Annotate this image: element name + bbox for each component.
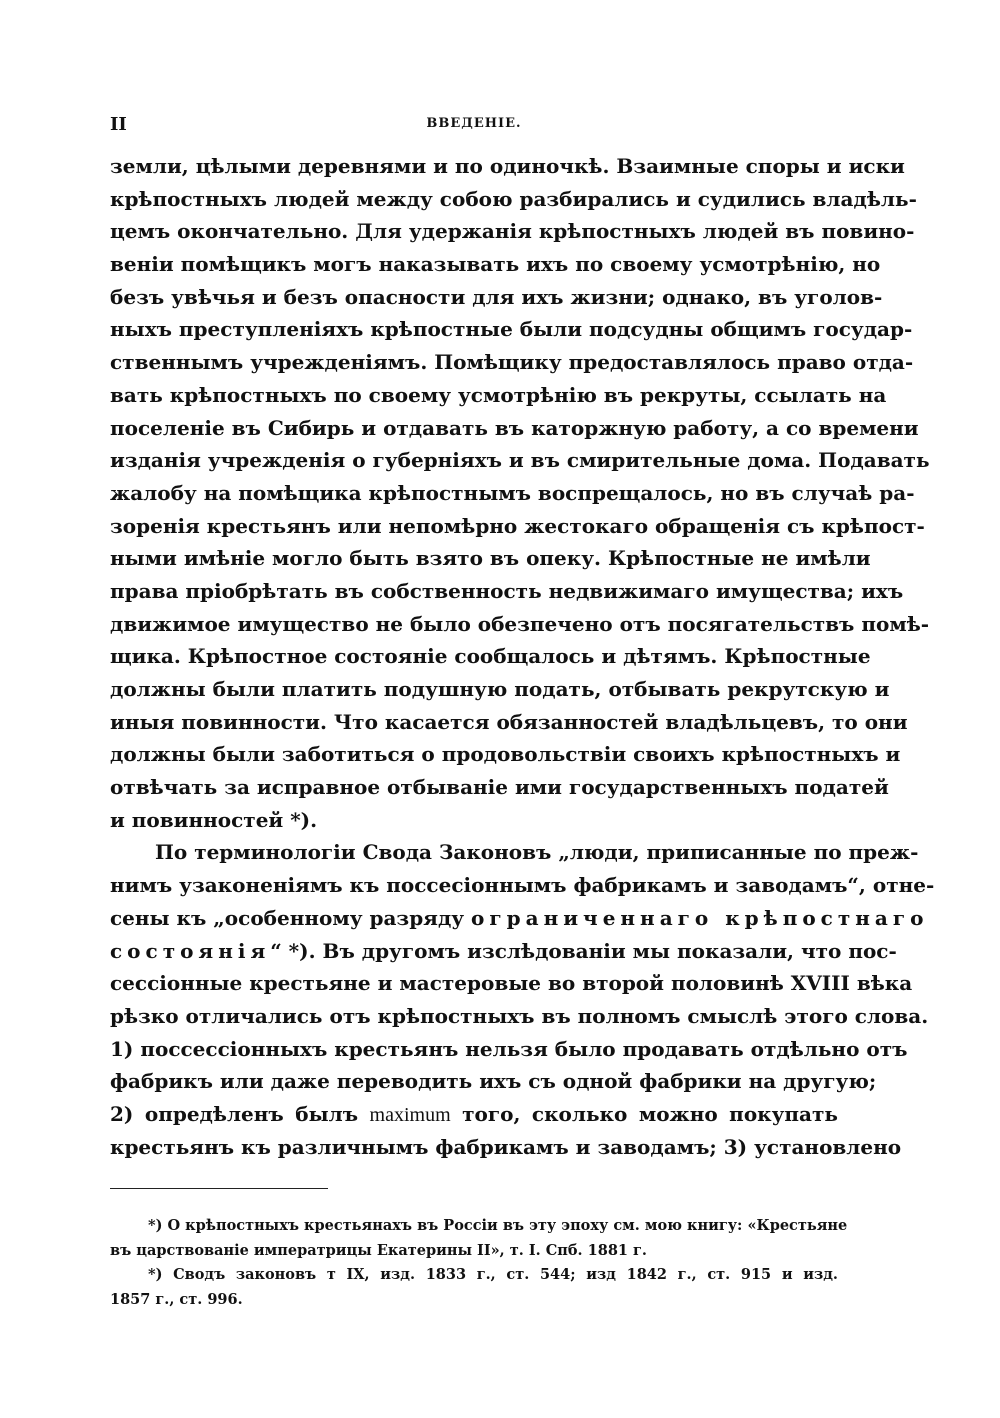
page-number: II (110, 114, 127, 135)
paragraph-2 (110, 836, 935, 1163)
text-line: земли, цѣлыми деревнями и по одиночкѣ. Взаимные споры и иски (110, 154, 905, 178)
text-line: ныхъ преступленiяхъ крѣпостные были подсудны общимъ государ- (110, 317, 913, 342)
footnote-2-line: *) Сводъ законовъ т IX, изд. 1833 г., ст. 544; изд 1842 г., ст. 915 и изд. (148, 1266, 838, 1283)
text-line: движимое имущество не было обезпечено отъ посягательствъ помѣ- (110, 611, 930, 636)
text-line: рѣзко отличались отъ крѣпостныхъ въ полномъ смыслѣ этого слова. (110, 1003, 929, 1028)
spaced-emphasis: ограниченнаго крѣпостнаго (471, 905, 929, 930)
text-segment: того, сколько можно покупать (450, 1101, 838, 1126)
footnote-1-line: *) О крѣпостныхъ крестьянахъ въ Россiи въ эту эпоху см. мою книгу: «Крестьяне (148, 1217, 848, 1234)
text-line (110, 935, 897, 968)
text-line: крестьянъ къ различнымъ фабрикамъ и заводамъ; 3) установлено (110, 1134, 902, 1159)
body-text (110, 150, 935, 1163)
text-line: ными имѣнiе могло быть взято въ опеку. Крѣпостные не имѣли (110, 546, 871, 571)
text-segment: сены къ „особенному разряду (110, 905, 472, 930)
text-line: ственнымъ учрежденiямъ. Помѣщику предоставлялось право отда- (110, 350, 914, 375)
text-line: 1) поссессiонныхъ крестьянъ нельзя было продавать отдѣльно отъ (110, 1036, 908, 1061)
text-line: отвѣчать за исправное отбыванiе ими государственныхъ податей (110, 775, 889, 800)
text-line: зоренiя крестьянъ или непомѣрно жестокаго обращенiя съ крѣпост- (110, 513, 925, 538)
page-header (110, 114, 838, 138)
footnotes (110, 1214, 848, 1312)
paragraph-1 (110, 150, 930, 836)
text-line: иныя повинности. Что касается обязанностей владѣльцевъ, то они (110, 709, 908, 734)
footnote-divider (110, 1188, 328, 1189)
text-line: крѣпостныхъ людей между собою разбирались и судились владѣль- (110, 186, 917, 211)
text-line: должны были платить подушную подать, отбывать рекрутскую и (110, 677, 890, 701)
text-line (110, 902, 929, 935)
text-line: По терминологiи Свода Законовъ „люди, приписанные по преж- (155, 840, 919, 865)
text-line: нимъ узаконенiямъ къ поссесiоннымъ фабрикамъ и заводамъ“, отне- (110, 873, 935, 898)
running-title: ВВЕДЕНIЕ. (426, 116, 522, 131)
text-line: права прiобрѣтать въ собственность недвижимаго имущества; ихъ (110, 578, 904, 603)
latin-term: maximum (369, 1103, 451, 1126)
text-line: поселенiе въ Сибирь и отдавать въ каторжную работу, а со времени (110, 415, 919, 440)
footnote-2-line: 1857 г., ст. 996. (110, 1290, 243, 1308)
text-line: изданiя учрежденiя о губернiяхъ и въ смирительные дома. Подавать (110, 448, 930, 473)
text-segment: 2) опредѣленъ былъ (110, 1101, 370, 1126)
text-line: должны были заботиться о продовольствiи своихъ крѣпостныхъ и (110, 742, 901, 767)
text-line: цемъ окончательно. Для удержанiя крѣпостныхъ людей въ повино- (110, 219, 915, 244)
text-line: безъ увѣчья и безъ опасности для ихъ жизни; однако, въ уголов- (110, 284, 883, 309)
text-segment: “ *). Въ другомъ изслѣдованiи мы показали, что пос- (270, 938, 897, 963)
text-line: венiи помѣщикъ могъ наказывать ихъ по своему усмотрѣнiю, но (110, 252, 881, 277)
text-line: жалобу на помѣщика крѣпостнымъ воспрещалось, но въ случаѣ ра- (110, 480, 915, 505)
footnote-1-line: въ царствованiе императрицы Екатерины II», т. I. Спб. 1881 г. (110, 1241, 647, 1259)
text-line (110, 1098, 838, 1131)
text-line: вать крѣпостныхъ по своему усмотрѣнiю въ рекруты, ссылать на (110, 382, 887, 407)
spaced-emphasis: состоянiя (110, 938, 271, 963)
text-line: и повинностей *). (110, 807, 318, 832)
text-line: щика. Крѣпостное состоянiе сообщалось и дѣтямъ. Крѣпостные (110, 644, 871, 669)
text-line: сессiонные крестьяне и мастеровые во второй половинѣ XVIII вѣка (110, 971, 913, 996)
text-line: фабрикъ или даже переводить ихъ съ одной фабрики на другую; (110, 1069, 877, 1094)
